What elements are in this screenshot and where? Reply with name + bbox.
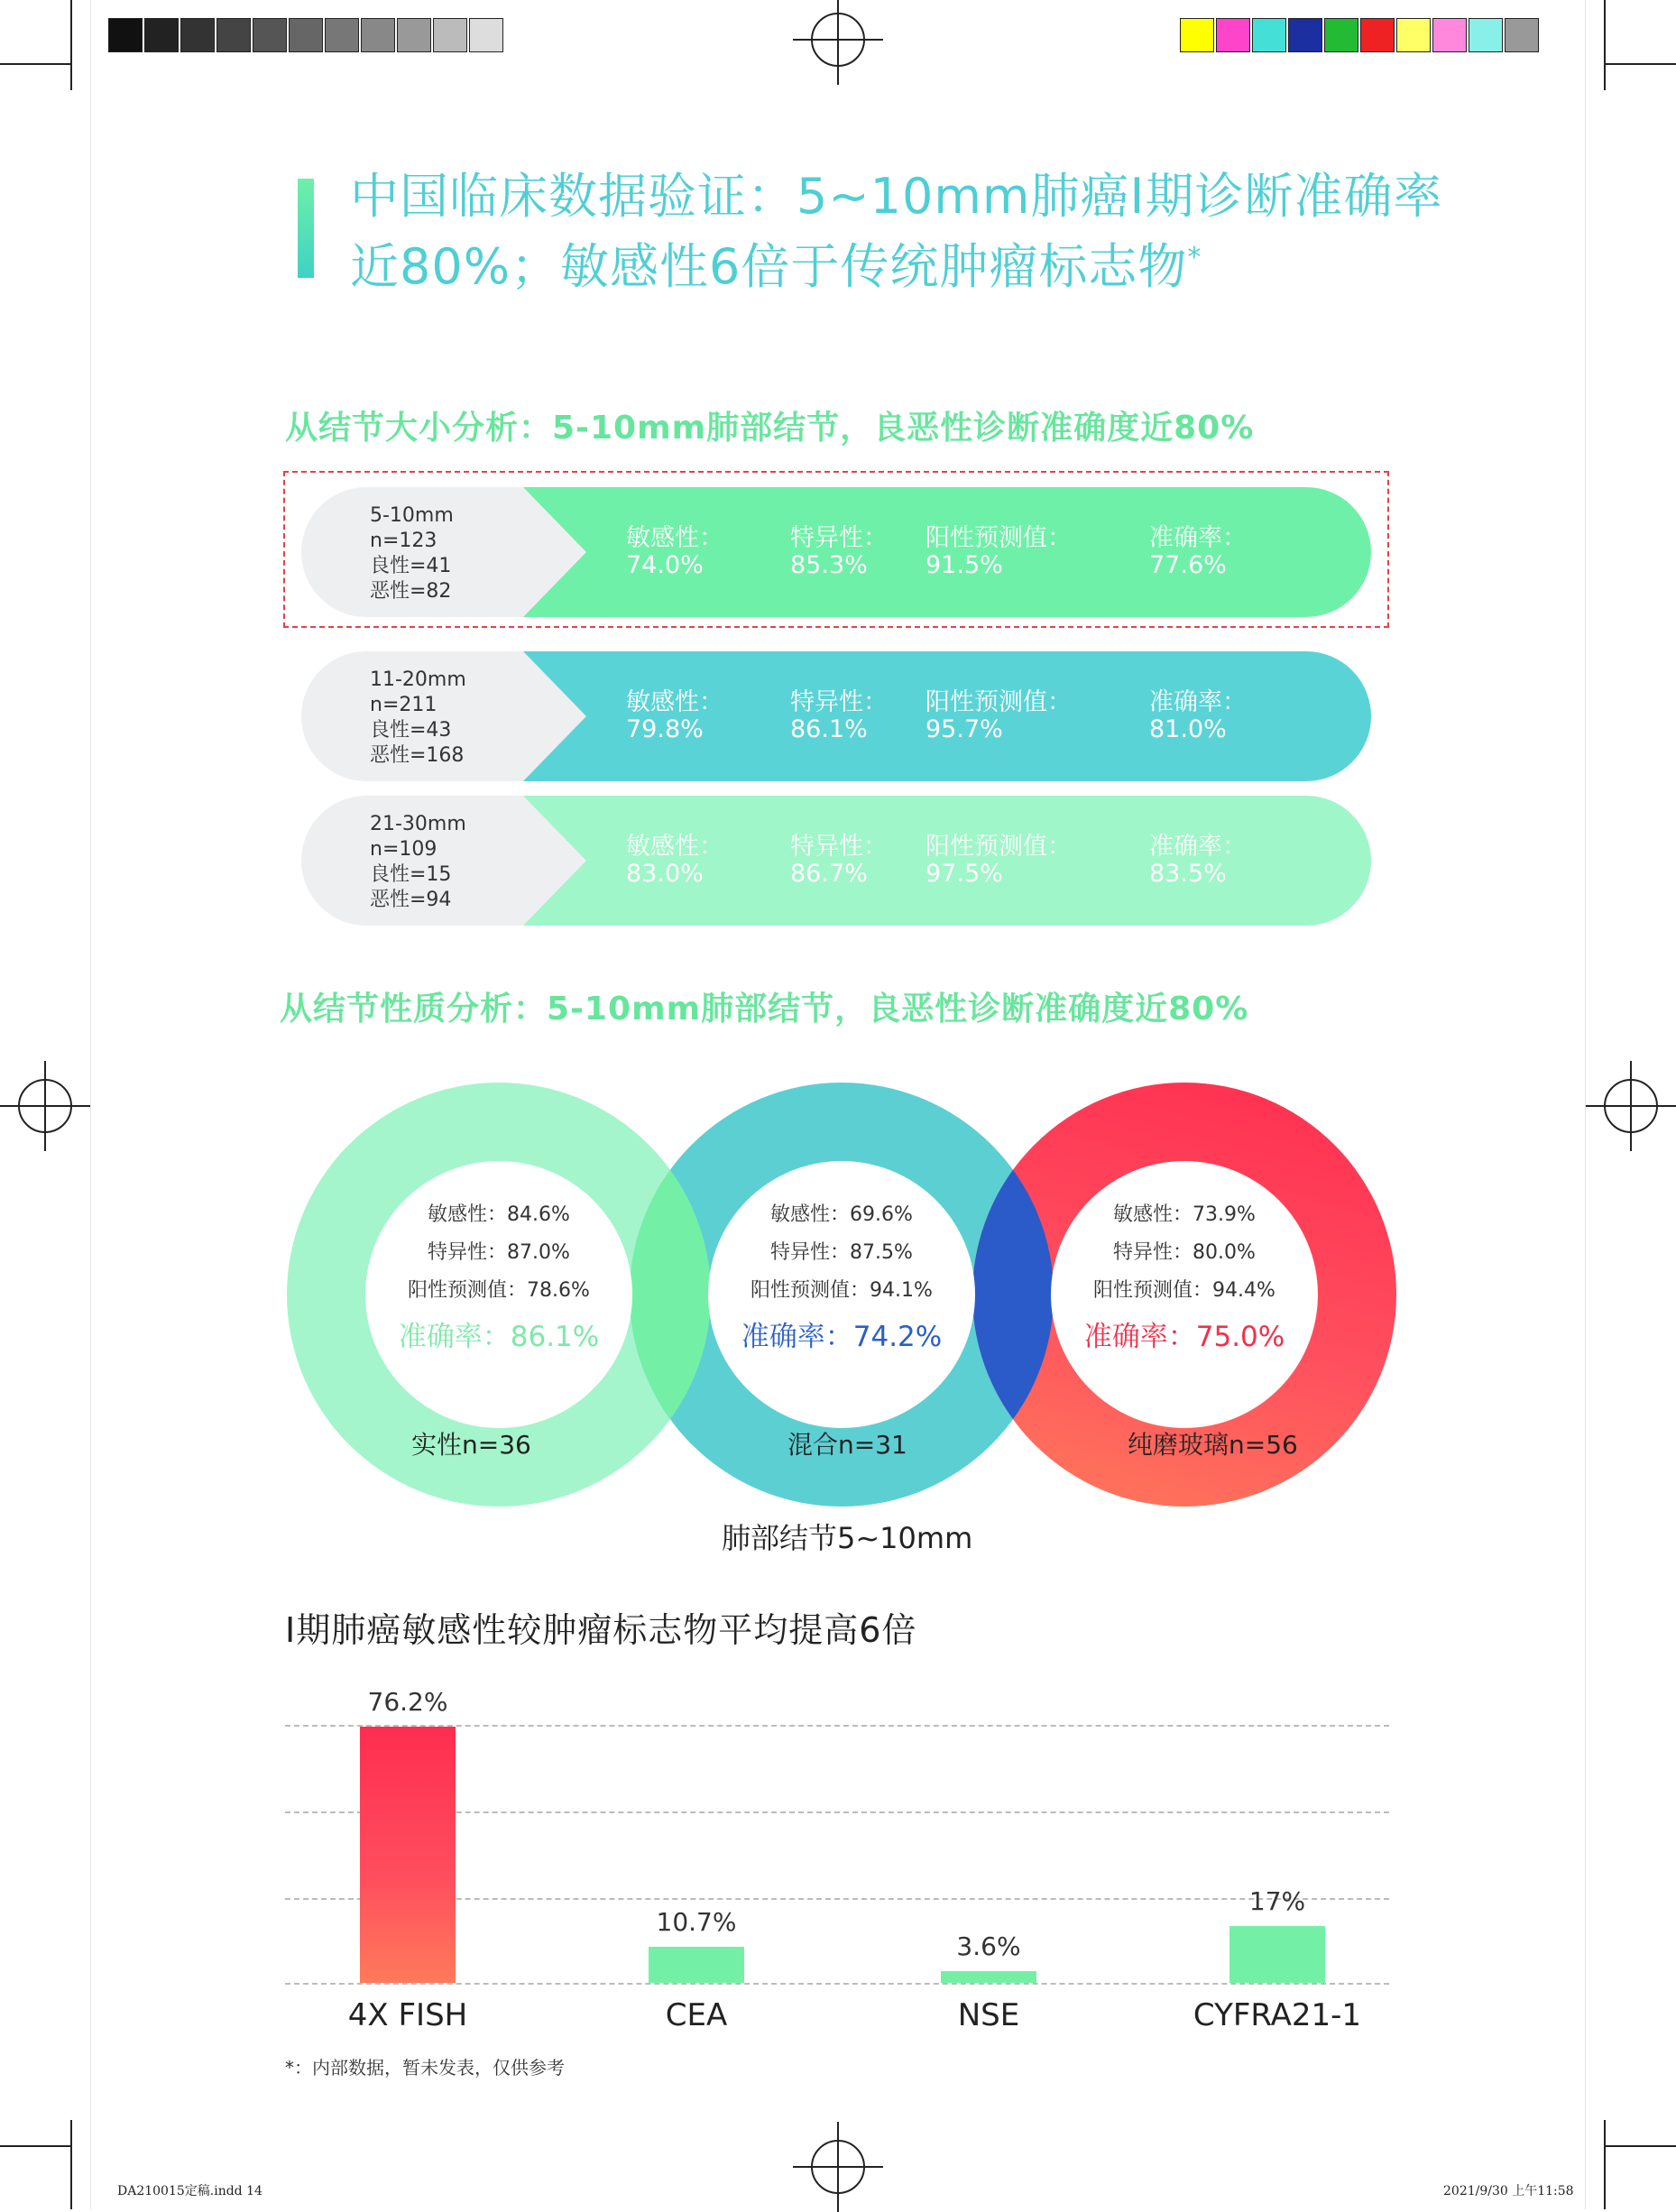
metric-label: 阳性预测值： — [925, 833, 1072, 861]
ring-stats-block — [708, 1196, 975, 1364]
chart-value-label: 17% — [1248, 1885, 1306, 1916]
ring-stat-ppv: 阳性预测值：94.1% — [751, 1279, 933, 1302]
ring-stat-ppv: 阳性预测值：78.6% — [408, 1279, 590, 1302]
chart-bar — [360, 1727, 456, 1983]
ring-label-mixed: 混合n=31 — [787, 1430, 907, 1460]
ring-stats-block — [1051, 1196, 1318, 1364]
chart-bar — [649, 1947, 744, 1983]
ring-accuracy: 准确率：74.2% — [741, 1321, 943, 1353]
chart-category-label: CYFRA21-1 — [1193, 1997, 1362, 2033]
metric-label: 特异性： — [790, 833, 888, 861]
ring-stat-specificity: 特异性：87.5% — [770, 1241, 913, 1264]
metric-value: 83.5% — [1149, 860, 1227, 888]
section-type-heading: 从结节性质分析：5-10mm肺部结节，良恶性诊断准确度近80% — [280, 991, 1249, 1028]
row-benign: 良性=41 — [370, 555, 452, 577]
chart-category-label: CEA — [665, 1997, 728, 2033]
page-title-line-1: 中国临床数据验证：5~10mm肺癌I期诊断准确率 — [350, 168, 1443, 225]
row-n: n=211 — [370, 694, 437, 716]
ring-label-ggo: 纯磨玻璃n=56 — [1128, 1430, 1298, 1460]
row-benign: 良性=43 — [370, 719, 452, 742]
metric-value: 74.0% — [626, 551, 704, 579]
metric-label: 准确率： — [1149, 524, 1247, 552]
metric-label: 特异性： — [790, 688, 888, 716]
metric-value: 86.1% — [790, 715, 868, 743]
metric-value: 85.3% — [790, 551, 868, 579]
metric-value: 97.5% — [925, 860, 1003, 888]
ring-accuracy: 准确率：75.0% — [1083, 1321, 1285, 1353]
chart-bar — [941, 1971, 1036, 1983]
metric-value: 79.8% — [626, 715, 704, 743]
chart-bar — [1229, 1926, 1325, 1983]
chart-value-label: 10.7% — [656, 1907, 737, 1938]
ring-stat-ppv: 阳性预测值：94.4% — [1093, 1279, 1275, 1302]
bar-chart-heading: Ⅰ期肺癌敏感性较肿瘤标志物平均提高6倍 — [285, 1610, 917, 1650]
ring-stat-sensitivity: 敏感性：69.6% — [770, 1203, 913, 1226]
row-n: n=123 — [370, 530, 437, 552]
venn-caption: 肺部结节5~10mm — [722, 1521, 973, 1555]
ring-label-solid: 实性n=36 — [411, 1430, 531, 1460]
row-size: 11-20mm — [370, 668, 466, 691]
slug-timestamp: 2021/9/30 上午11:58 — [1443, 2184, 1574, 2198]
row-size: 5-10mm — [370, 504, 454, 527]
metric-value: 83.0% — [626, 860, 704, 888]
metric-label: 阳性预测值： — [925, 688, 1072, 716]
metric-label: 阳性预测值： — [925, 524, 1072, 552]
section-size-heading: 从结节大小分析：5-10mm肺部结节，良恶性诊断准确度近80% — [285, 410, 1255, 447]
title-asterisk: * — [1187, 242, 1202, 273]
metric-value: 81.0% — [1149, 715, 1227, 743]
ring-stat-specificity: 特异性：80.0% — [1113, 1241, 1256, 1264]
row-n: n=109 — [370, 838, 437, 861]
metric-label: 敏感性： — [626, 833, 723, 861]
chart-value-label: 76.2% — [367, 1687, 448, 1718]
metric-value: 86.7% — [790, 860, 868, 888]
metric-value: 77.6% — [1149, 551, 1227, 579]
metric-value: 91.5% — [925, 551, 1003, 579]
row-malignant: 恶性=94 — [370, 889, 452, 911]
ring-accuracy: 准确率：86.1% — [398, 1321, 600, 1353]
ring-stat-specificity: 特异性：87.0% — [428, 1241, 570, 1264]
metric-value: 95.7% — [925, 715, 1003, 743]
metric-label: 特异性： — [790, 524, 888, 552]
ring-stats-block — [365, 1196, 632, 1364]
slug-filename: DA210015定稿.indd 14 — [117, 2184, 262, 2198]
chart-value-label: 3.6% — [956, 1931, 1021, 1961]
chart-gridline — [285, 1983, 1389, 1985]
row-malignant: 恶性=82 — [370, 580, 452, 603]
footnote: *：内部数据，暂未发表，仅供参考 — [285, 2057, 565, 2078]
chart-category-label: NSE — [957, 1997, 1020, 2033]
metric-label: 准确率： — [1149, 833, 1247, 861]
ring-stat-sensitivity: 敏感性：73.9% — [1113, 1203, 1256, 1226]
page-title-line-2-text: 近80%；敏感性6倍于传统肿瘤标志物 — [350, 238, 1188, 295]
metric-label: 准确率： — [1149, 688, 1247, 716]
row-size: 21-30mm — [370, 813, 466, 835]
ring-stat-sensitivity: 敏感性：84.6% — [428, 1203, 570, 1226]
chart-category-label: 4X FISH — [347, 1997, 468, 2033]
metric-label: 敏感性： — [626, 688, 723, 716]
metric-label: 敏感性： — [626, 524, 723, 552]
row-benign: 良性=15 — [370, 863, 452, 886]
row-malignant: 恶性=168 — [370, 744, 465, 767]
